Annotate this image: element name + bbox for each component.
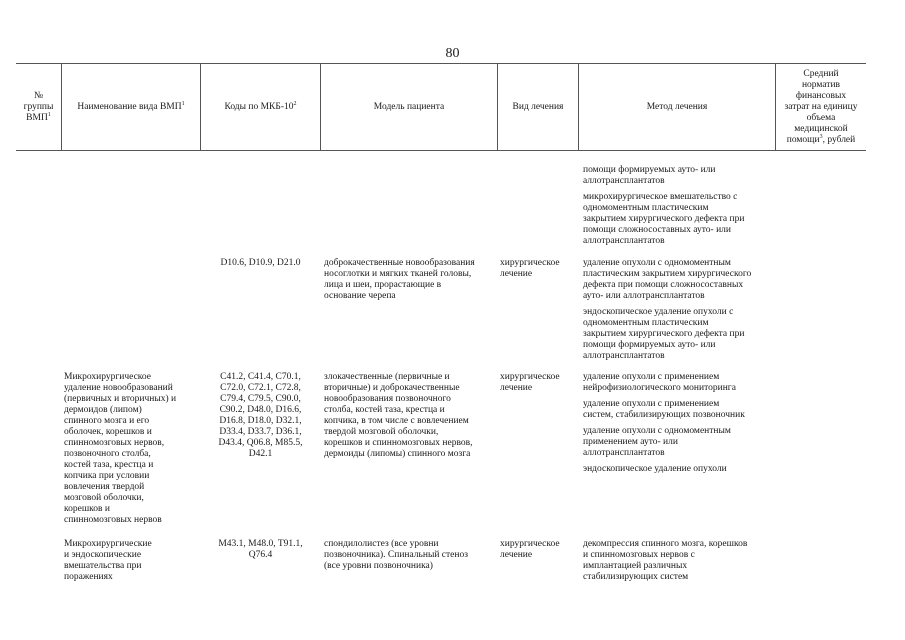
row-a-codes: D10.6, D10.9, D21.0 (220, 258, 301, 268)
method-item: удаление опухоли с применением нейрофизиологического мониторинга (583, 372, 736, 393)
method-item: помощи формируемых ауто- или аллотрансплантатов (583, 165, 716, 186)
method-item: удаление опухоли с одномоментным применением ауто- или аллотрансплантатов (583, 426, 731, 458)
method-item: эндоскопическое удаление опухоли с одномоментным пластическим закрытием хирургического дефекта при помощи формируемых ауто- или аллотрансплантатов (583, 307, 745, 361)
header-cost-standard: Средний норматив финансовых затрат на единицу объема медицинской помощи$^3$, рублей (784, 68, 858, 145)
header-group-number: № группы ВМП$^1$ (23, 90, 54, 123)
method-item: удаление опухоли с одномоментным пластическим закрытием хирургического дефекта при помощи сложносоставных ауто- или аллотрансплантатов (583, 258, 752, 301)
row-b-treatment: хирургическое лечение (500, 372, 560, 393)
method-item: эндоскопическое удаление опухоли (583, 464, 727, 474)
method-item: удаление опухоли с применением систем, стабилизирующих позвоночник (583, 399, 745, 420)
row-a-model: доброкачественные новообразования носоглотки и мягких тканей головы, лица и шеи, прорастающие в основание черепа (324, 258, 475, 301)
row-a-treatment: хирургическое лечение (500, 258, 560, 279)
row-b-codes: C41.2, C41.4, C70.1, C72.0, C72.1, C72.8, C79.4, C79.5, C90.0, C90.2, D48.0, D16.6, D16.8, D18.0, D32.1, D33.4, D33.7, D36.1, D43.4, Q06.8, M85.5, D42.1 (218, 372, 303, 459)
row-b-methods (583, 372, 745, 480)
row-c-methods (583, 539, 747, 588)
row-c-model: спондилолистез (все уровни позвоночника). Спинальный стеноз (все уровни позвоночника) (324, 539, 468, 571)
row-c-codes: M43.1, M48.0, T91.1, Q76.4 (218, 539, 303, 560)
method-item: микрохирургическое вмешательство с одномоментным пластическим закрытием хирургического дефекта при помощи сложносоставных ауто- или аллотрансплантатов (583, 192, 745, 246)
header-icd-codes: Коды по МКБ-$10^2$ (224, 100, 297, 112)
page-number: 80 (445, 46, 460, 61)
row-b-model: злокачественные (первичные и вторичные) и доброкачественные новообразования позвоночного столба, костей таза, крестца и копчика, в том числе с вовлечением твердой мозговой оболочки, корешков и спинномозговых нервов, дермоиды (липомы) спинного мозга (324, 372, 473, 459)
continuation-methods (583, 165, 744, 252)
row-c-treatment: хирургическое лечение (500, 539, 560, 560)
header-treatment-method: Метод лечения (646, 101, 708, 112)
header-treatment-type: Вид лечения (512, 101, 564, 112)
method-item: декомпрессия спинного мозга, корешков и спинномозговых нервов с имплантацией различных стабилизирующих систем (583, 539, 748, 582)
header-vmp-name: Наименование вида ВМП$^1$ (77, 100, 185, 112)
row-b-name: Микрохирургическое удаление новообразований (первичных и вторичных) и дермоидов (липом) спинного мозга и его оболочек, корешков и спинномозговых нервов, позвоночного столба, костей таза, крестца и копчика при условии вовлечения твердой мозговой оболочки, корешков и спинномозговых нервов (64, 372, 177, 525)
row-a-methods (583, 258, 751, 367)
row-c-name: Микрохирургические и эндоскопические вмешательства при поражениях (64, 539, 152, 582)
header-patient-model: Модель пациента (373, 101, 445, 112)
